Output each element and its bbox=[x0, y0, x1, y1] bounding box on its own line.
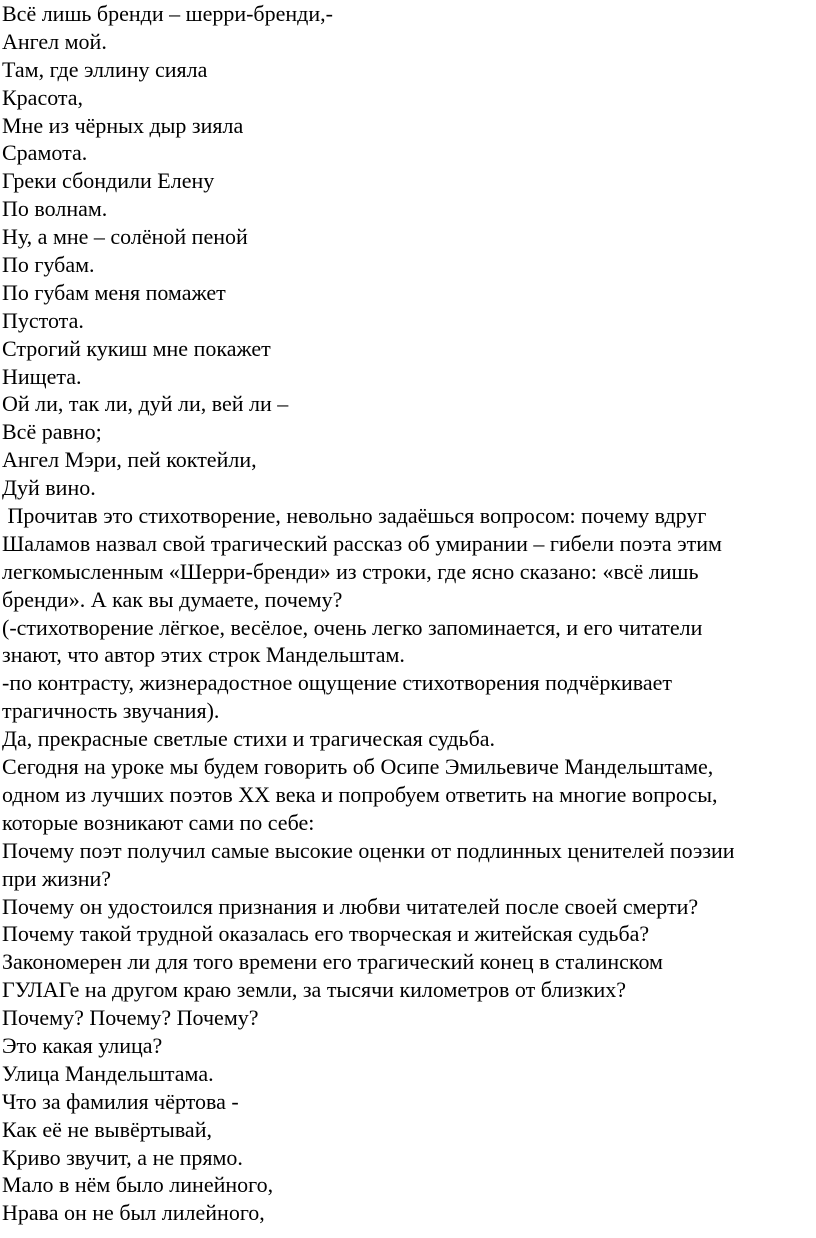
question-three: Почему такой трудной оказалась его творческая и житейская судьба? bbox=[2, 921, 650, 947]
paragraph-line bbox=[2, 669, 787, 697]
paragraph-line: Закономерен ли для того времени его трагический конец в сталинском bbox=[2, 949, 663, 975]
poem-line: Строгий кукиш мне покажет bbox=[2, 335, 271, 361]
paragraph-line: которые возникают сами по себе: bbox=[2, 809, 315, 835]
paragraph-line: бренди». А как вы думаете, почему? bbox=[2, 586, 343, 612]
answer-paragraph-two bbox=[2, 669, 812, 725]
street-answer: Улица Мандельштама. bbox=[2, 1060, 214, 1086]
poem-line: Ой ли, так ли, дуй ли, вей ли – bbox=[2, 391, 289, 417]
paragraph-line: при жизни? bbox=[2, 865, 112, 891]
question-two: Почему он удостоился признания и любви читателей после своей смерти? bbox=[2, 893, 699, 919]
document-body bbox=[2, 0, 812, 1227]
paragraph-line: одном из лучших поэтов XX века и попробуем ответить на многие вопросы, bbox=[2, 781, 718, 807]
summary-line: Да, прекрасные светлые стихи и трагическая судьба. bbox=[2, 726, 496, 752]
poem-line: Нрава он не был лилейного, bbox=[2, 1200, 265, 1226]
poem-line: Мало в нём было линейного, bbox=[2, 1172, 274, 1198]
poem-line: Ну, а мне – солёной пеной bbox=[2, 224, 248, 250]
lesson-paragraph bbox=[2, 753, 812, 837]
answer-paragraph-one bbox=[2, 614, 812, 670]
poem-line: Там, где эллину сияла bbox=[2, 56, 208, 82]
poem-line: Всё равно; bbox=[2, 419, 102, 445]
paragraph-line: трагичность звучания). bbox=[2, 698, 220, 724]
paragraph-line: знают, что автор этих строк Мандельштам. bbox=[2, 642, 405, 668]
paragraph-line: Сегодня на уроке мы будем говорить об Осипе Эмильевиче Мандельштаме, bbox=[2, 754, 714, 780]
poem-line: Нищета. bbox=[2, 363, 82, 389]
poem-line: По губам. bbox=[2, 252, 95, 278]
poem-line: Всё лишь бренди – шерри-бренди,- bbox=[2, 1, 333, 26]
poem-line: По губам меня помажет bbox=[2, 279, 226, 305]
question-four bbox=[2, 948, 812, 1004]
word: жизнерадостное ощущение стихотворения подчёркивает bbox=[139, 670, 673, 696]
poem-line: Греки сбондили Елену bbox=[2, 168, 215, 194]
question-paragraph bbox=[2, 502, 812, 614]
poem-surname bbox=[2, 1088, 812, 1227]
poem-sherry-brandy bbox=[2, 0, 812, 502]
poem-line: Ангел мой. bbox=[2, 28, 107, 54]
poem-line: Криво звучит, а не прямо. bbox=[2, 1144, 243, 1170]
poem-line: Срамота. bbox=[2, 140, 88, 166]
poem-line: Мне из чёрных дыр зияла bbox=[2, 112, 244, 138]
poem-line: Пустота. bbox=[2, 307, 84, 333]
poem-line: Как её не вывёртывай, bbox=[2, 1116, 212, 1142]
paragraph-line: (-стихотворение лёгкое, весёлое, очень легко запоминается, и его читатели bbox=[2, 614, 703, 640]
word: -по bbox=[2, 670, 33, 696]
paragraph-line: Шаламов назвал свой трагический рассказ об умирании – гибели поэта этим bbox=[2, 530, 722, 556]
word: контрасту, bbox=[37, 670, 134, 696]
poem-line: Красота, bbox=[2, 84, 84, 110]
paragraph-line: Почему поэт получил самые высокие оценки от подлинных ценителей поэзии bbox=[2, 837, 735, 863]
poem-line: Дуй вино. bbox=[2, 475, 96, 501]
question-one bbox=[2, 837, 812, 893]
why-line: Почему? Почему? Почему? bbox=[2, 1005, 259, 1031]
paragraph-line: легкомысленным «Шерри-бренди» из строки, где ясно сказано: «всё лишь bbox=[2, 558, 699, 584]
paragraph-line: ГУЛАГе на другом краю земли, за тысячи километров от близких? bbox=[2, 977, 627, 1003]
paragraph-line: Прочитав это стихотворение, невольно задаёшься вопросом: почему вдруг bbox=[2, 503, 707, 529]
poem-line: Ангел Мэри, пей коктейли, bbox=[2, 447, 257, 473]
poem-line: По волнам. bbox=[2, 196, 108, 222]
poem-line: Что за фамилия чёртова - bbox=[2, 1088, 239, 1114]
street-question: Это какая улица? bbox=[2, 1032, 163, 1058]
